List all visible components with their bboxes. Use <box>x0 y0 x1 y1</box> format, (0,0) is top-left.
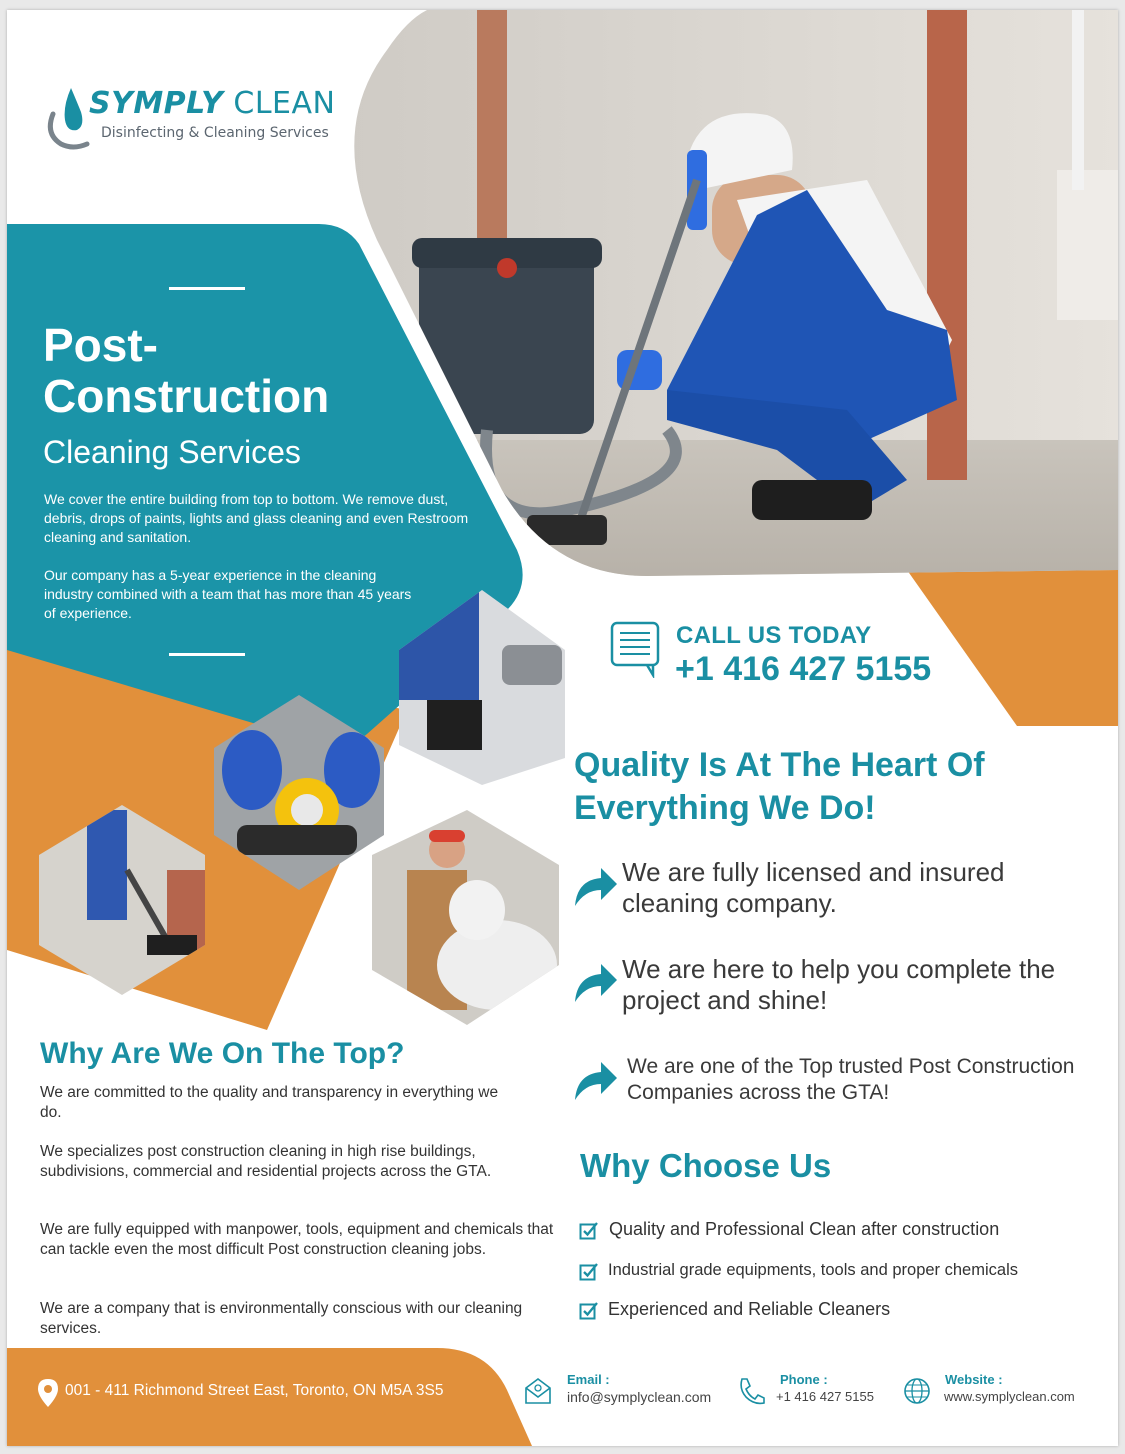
hero-title-line1: Post- <box>43 319 158 371</box>
why-top-paragraph-2: We specializes post construction cleaning in high rise buildings, subdivisions, commercial and residential projects across the GTA. <box>40 1143 492 1180</box>
footer-email-label: Email : <box>567 1372 610 1387</box>
phone-icon <box>737 1376 765 1406</box>
checkbox-checked-icon <box>579 1301 599 1321</box>
location-pin-icon <box>36 1378 60 1408</box>
curved-arrow-icon <box>573 1060 619 1104</box>
logo-drop-icon <box>43 84 93 154</box>
call-us-label: CALL US TODAY <box>676 622 872 649</box>
why-choose-item-1: Quality and Professional Clean after construction <box>609 1219 1000 1239</box>
why-top-paragraph-3: We are fully equipped with manpower, tools, equipment and chemicals that can tackle even the most difficult Post construction cleaning jobs. <box>40 1221 554 1258</box>
footer-phone-label: Phone : <box>780 1372 828 1387</box>
why-choose-item-3: Experienced and Reliable Cleaners <box>608 1299 891 1319</box>
hero-subtitle: Cleaning Services <box>43 434 301 470</box>
why-choose-heading: Why Choose Us <box>580 1147 832 1184</box>
checkbox-checked-icon <box>579 1221 599 1241</box>
footer-website-label: Website : <box>945 1372 1003 1387</box>
quality-heading: Quality Is At The Heart Of Everything We Do! <box>574 746 985 827</box>
brand-name-light: CLEAN <box>233 86 336 121</box>
why-top-paragraph-4: We are a company that is environmentally conscious with our cleaning services. <box>40 1300 523 1337</box>
globe-website-icon <box>902 1376 932 1406</box>
quality-feature-3: We are one of the Top trusted Post Construction Companies across the GTA! <box>627 1055 1075 1104</box>
call-us-number[interactable]: +1 416 427 5155 <box>675 650 932 688</box>
curved-arrow-icon <box>573 866 619 910</box>
hero-title-line2: Construction <box>43 370 330 422</box>
hero-paragraph-2: Our company has a 5-year experience in the cleaning industry combined with a team that has more than 45 years of experience. <box>44 567 412 621</box>
quality-feature-2: We are here to help you complete the project and shine! <box>622 954 1056 1015</box>
hero-divider-bottom <box>169 653 245 656</box>
quality-feature-1: We are fully licensed and insured cleaning company. <box>622 857 1005 918</box>
why-top-heading: Why Are We On The Top? <box>40 1037 405 1070</box>
footer-email[interactable]: info@symplyclean.com <box>567 1389 712 1405</box>
footer-website[interactable]: www.symplyclean.com <box>944 1389 1075 1404</box>
why-choose-item-2: Industrial grade equipments, tools and proper chemicals <box>608 1261 1018 1279</box>
hero-divider-top <box>169 287 245 290</box>
brand-tagline: Disinfecting & Cleaning Services <box>101 125 329 141</box>
flyer-page <box>7 10 1118 1446</box>
chat-message-icon <box>609 620 663 678</box>
checkbox-checked-icon <box>579 1262 599 1282</box>
brand-name <box>89 86 335 121</box>
curved-arrow-icon <box>573 962 619 1006</box>
why-top-paragraph-1: We are committed to the quality and transparency in everything we do. <box>40 1084 499 1121</box>
hero-title <box>43 320 329 422</box>
footer-phone[interactable]: +1 416 427 5155 <box>776 1389 874 1404</box>
footer-address: 001 - 411 Richmond Street East, Toronto, ON M5A 3S5 <box>65 1382 444 1399</box>
brand-name-bold: SYMPLY <box>89 86 224 121</box>
hex-photo-debris <box>369 805 563 1030</box>
hero-paragraph-1: We cover the entire building from top to bottom. We remove dust, debris, drops of paints, lights and glass cleaning and even Restroom cleaning and sanitation. <box>44 491 469 545</box>
email-envelope-icon <box>523 1376 553 1406</box>
